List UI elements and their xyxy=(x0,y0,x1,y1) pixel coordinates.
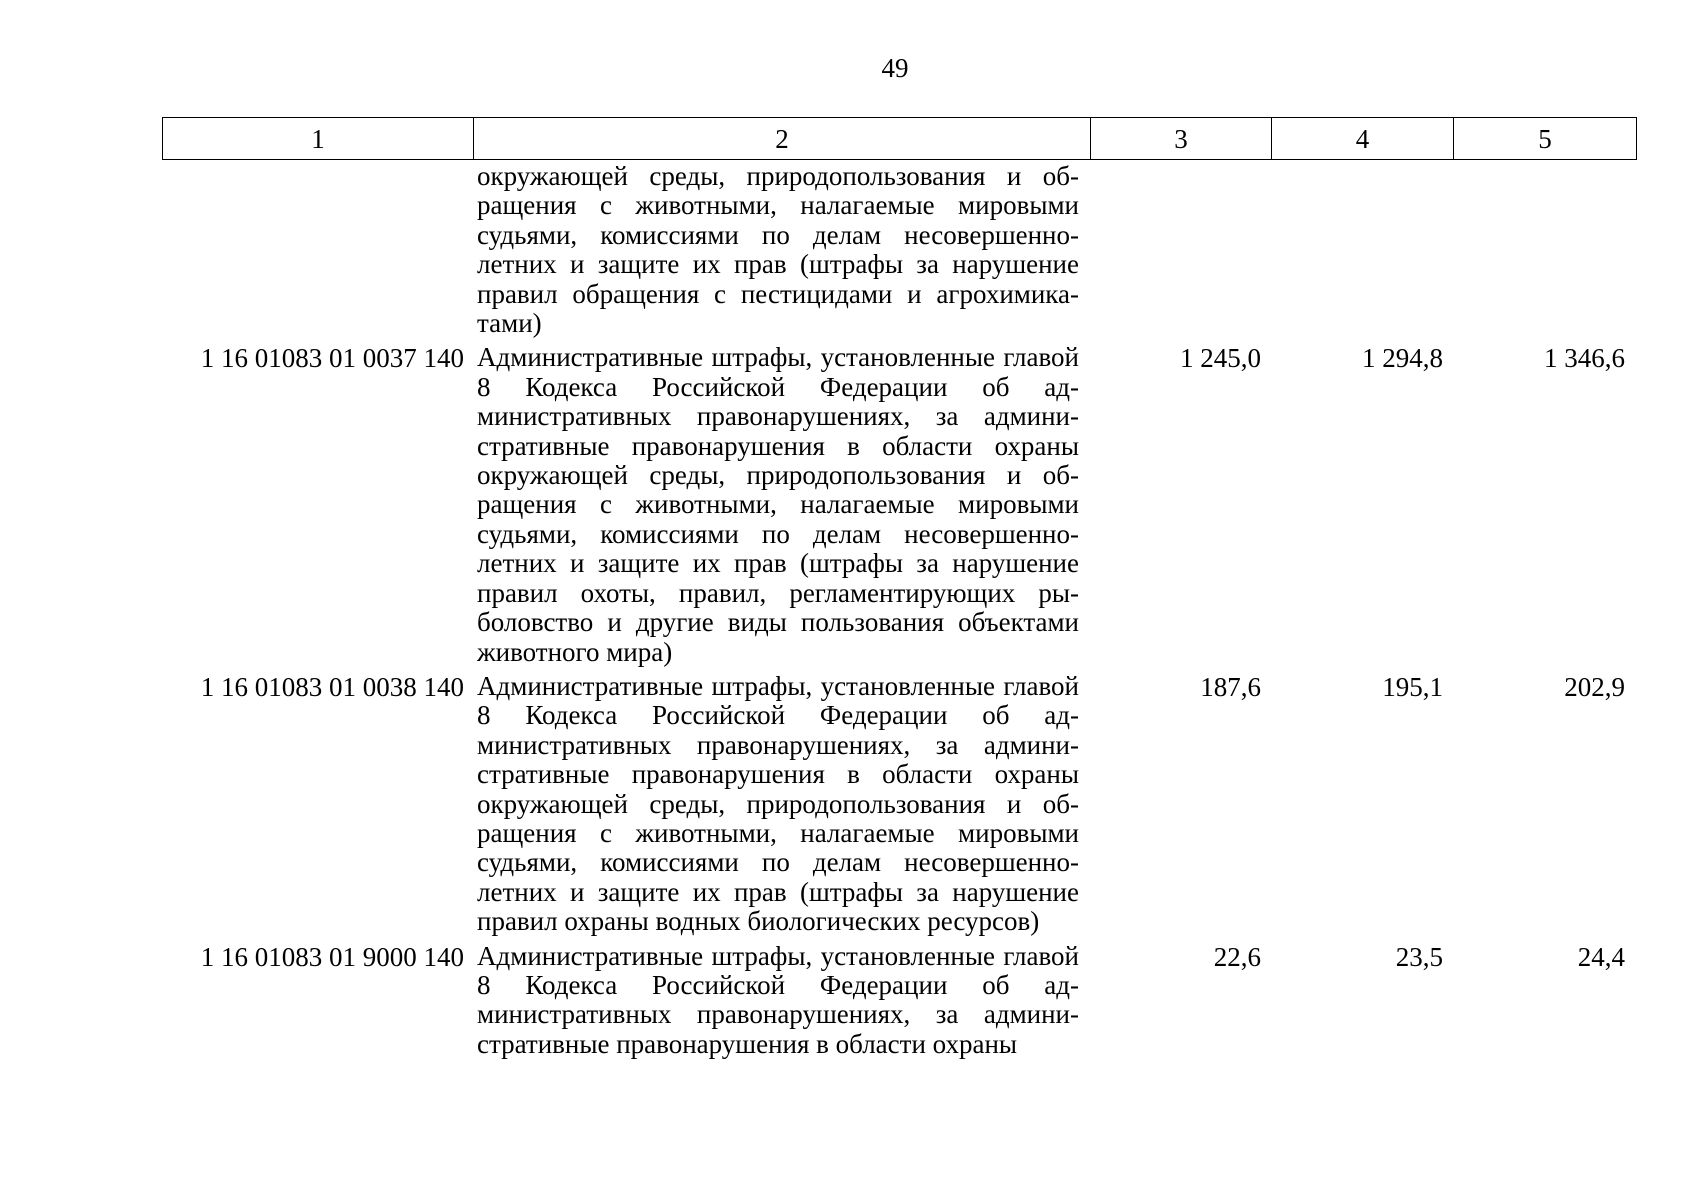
row-value-col3: 187,6 xyxy=(1200,671,1261,702)
row-description: Административные штрафы, установленные главой 8 Кодекса Российской Федерации об административных правонарушениях, за административные правонарушения в области охраны окружающей среды, природопользования и обращения с животными, налагаемые мировыми судьями, комиссиями по делам несовершеннолетних и защите их прав (штрафы за нарушение правил охоты, правил, регламентирующих рыболовство и другие виды пользования объектами животного мира) xyxy=(477,342,1079,667)
row-code: 1 16 01083 01 9000 140 xyxy=(200,941,464,972)
header-col-2: 2 xyxy=(474,118,1091,160)
row-value-col4: 195,1 xyxy=(1382,671,1443,702)
page-number: 49 xyxy=(881,53,909,83)
row-value-col3: 1 245,0 xyxy=(1180,343,1261,374)
header-col-1: 1 xyxy=(163,118,474,160)
row-description: окружающей среды, природопользования и обращения с животными, налагаемые мировыми судьями, комиссиями по делам несовершеннолетних и защите их прав (штрафы за нарушение правил обращения с пестицидами и агрохимикатами) xyxy=(477,161,1079,339)
row-description: Административные штрафы, установленные главой 8 Кодекса Российской Федерации об административных правонарушениях, за административные правонарушения в области охраны xyxy=(477,940,1079,1059)
row-value-col5: 1 346,6 xyxy=(1544,343,1625,374)
header-row xyxy=(163,118,1637,160)
header-col-3: 3 xyxy=(1091,118,1272,160)
header-col-4: 4 xyxy=(1272,118,1454,160)
column-header-table xyxy=(162,117,1637,160)
row-code: 1 16 01083 01 0037 140 xyxy=(200,343,464,374)
row-value-col5: 202,9 xyxy=(1564,671,1625,702)
row-value-col5: 24,4 xyxy=(1577,941,1625,972)
table-row xyxy=(162,942,1636,1060)
table-row xyxy=(162,672,1636,937)
header-col-5: 5 xyxy=(1454,118,1637,160)
row-value-col4: 23,5 xyxy=(1395,941,1443,972)
row-code: 1 16 01083 01 0038 140 xyxy=(200,671,464,702)
table-body xyxy=(162,162,1636,1059)
table-row xyxy=(162,162,1636,338)
row-description: Административные штрафы, установленные главой 8 Кодекса Российской Федерации об административных правонарушениях, за административные правонарушения в области охраны окружающей среды, природопользования и обращения с животными, налагаемые мировыми судьями, комиссиями по делам несовершеннолетних и защите их прав (штрафы за нарушение правил охраны водных биологических ресурсов) xyxy=(477,670,1079,937)
table-row xyxy=(162,343,1636,666)
row-value-col3: 22,6 xyxy=(1213,941,1261,972)
row-value-col4: 1 294,8 xyxy=(1362,343,1443,374)
